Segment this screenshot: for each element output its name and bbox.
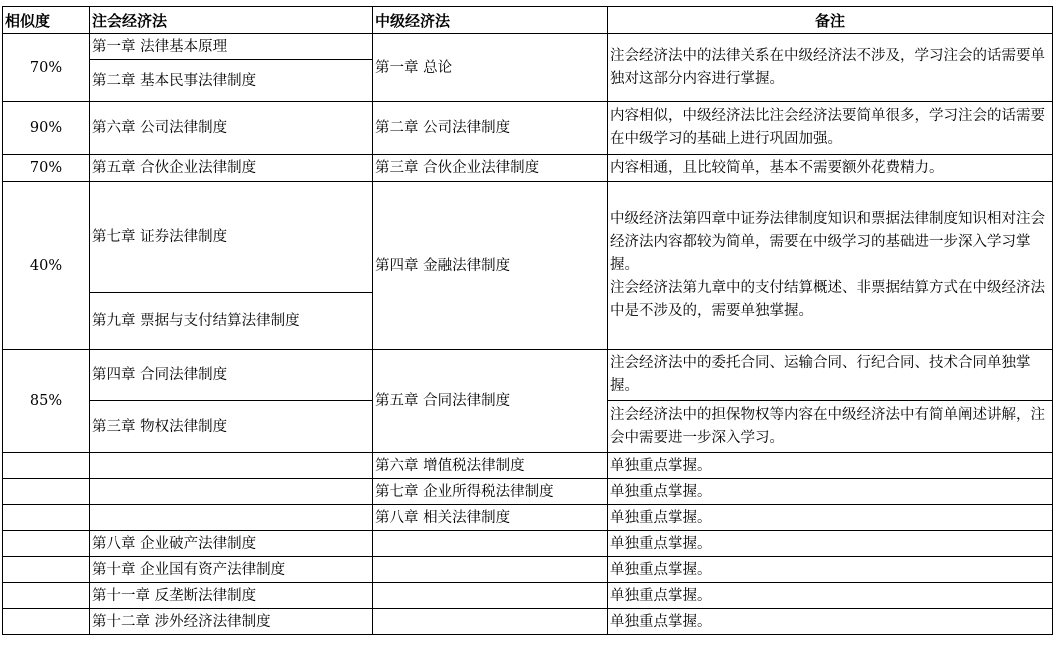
table-row (3, 583, 1053, 609)
similarity-cell: 70% (3, 34, 90, 102)
zhuhui-chapter-cell: 第一章 法律基本原理 (90, 34, 373, 60)
similarity-cell: 40% (3, 182, 90, 350)
remark-cell: 注会经济法中的担保物权等内容在中级经济法中有简单阐述讲解，注会中需要进一步深入学习。 (608, 401, 1053, 453)
zhuhui-chapter-cell: 第十二章 涉外经济法律制度 (90, 609, 373, 635)
zhuhui-chapter-cell: 第三章 物权法律制度 (90, 401, 373, 453)
remark-cell: 单独重点掌握。 (608, 531, 1053, 557)
similarity-cell: 90% (3, 102, 90, 155)
similarity-cell (3, 583, 90, 609)
zhuhui-chapter-cell: 第六章 公司法律制度 (90, 102, 373, 155)
remark-cell: 内容相通，且比较简单，基本不需要额外花费精力。 (608, 155, 1053, 182)
zhongji-chapter-cell: 第一章 总论 (373, 34, 608, 102)
header-zhongji: 中级经济法 (373, 7, 608, 34)
table-row (3, 34, 1053, 60)
remark-cell: 注会经济法中的委托合同、运输合同、行纪合同、技术合同单独掌握。 (608, 350, 1053, 401)
remark-cell: 单独重点掌握。 (608, 453, 1053, 479)
zhongji-chapter-cell: 第七章 企业所得税法律制度 (373, 479, 608, 505)
table-row (3, 182, 1053, 293)
zhuhui-chapter-cell: 第七章 证券法律制度 (90, 182, 373, 293)
header-row (3, 7, 1053, 34)
table-row (3, 350, 1053, 401)
table-row (3, 155, 1053, 182)
table-row (3, 557, 1053, 583)
header-remark: 备注 (608, 7, 1053, 34)
similarity-cell: 70% (3, 155, 90, 182)
similarity-cell (3, 609, 90, 635)
similarity-cell (3, 531, 90, 557)
zhuhui-chapter-cell: 第四章 合同法律制度 (90, 350, 373, 401)
remark-cell: 单独重点掌握。 (608, 479, 1053, 505)
remark-cell: 单独重点掌握。 (608, 505, 1053, 531)
table-row (3, 531, 1053, 557)
zhongji-chapter-cell (373, 557, 608, 583)
comparison-table (2, 6, 1053, 635)
zhongji-chapter-cell: 第四章 金融法律制度 (373, 182, 608, 350)
remark-cell: 注会经济法中的法律关系在中级经济法不涉及，学习注会的话需要单独对这部分内容进行掌握。 (608, 34, 1053, 102)
zhongji-chapter-cell: 第五章 合同法律制度 (373, 350, 608, 453)
remark-cell: 单独重点掌握。 (608, 583, 1053, 609)
header-similarity: 相似度 (3, 7, 90, 34)
table-row (3, 505, 1053, 531)
remark-cell: 单独重点掌握。 (608, 557, 1053, 583)
similarity-cell (3, 479, 90, 505)
remark-cell: 内容相似，中级经济法比注会经济法要简单很多，学习注会的话需要在中级学习的基础上进行巩固加强。 (608, 102, 1053, 155)
remark-cell (608, 182, 1053, 350)
zhuhui-chapter-cell: 第十一章 反垄断法律制度 (90, 583, 373, 609)
similarity-cell (3, 505, 90, 531)
comparison-table-wrapper (2, 6, 1052, 635)
table-row (3, 102, 1053, 155)
zhongji-chapter-cell (373, 531, 608, 557)
similarity-cell (3, 557, 90, 583)
zhongji-chapter-cell: 第二章 公司法律制度 (373, 102, 608, 155)
zhongji-chapter-cell: 第六章 增值税法律制度 (373, 453, 608, 479)
zhuhui-chapter-cell: 第二章 基本民事法律制度 (90, 60, 373, 102)
similarity-cell (3, 453, 90, 479)
table-row (3, 479, 1053, 505)
zhuhui-chapter-cell: 第五章 合伙企业法律制度 (90, 155, 373, 182)
remark-paragraph: 中级经济法第四章中证券法律制度知识和票据法律制度知识相对注会经济法内容都较为简单，需要在中级学习的基础进一步深入学习掌握。 (610, 211, 1045, 273)
zhongji-chapter-cell (373, 609, 608, 635)
zhongji-chapter-cell: 第三章 合伙企业法律制度 (373, 155, 608, 182)
table-row (3, 453, 1053, 479)
zhuhui-chapter-cell (90, 453, 373, 479)
zhuhui-chapter-cell (90, 479, 373, 505)
header-zhuhui: 注会经济法 (90, 7, 373, 34)
remark-cell: 单独重点掌握。 (608, 609, 1053, 635)
zhuhui-chapter-cell: 第九章 票据与支付结算法律制度 (90, 293, 373, 350)
zhongji-chapter-cell: 第八章 相关法律制度 (373, 505, 608, 531)
zhuhui-chapter-cell: 第十章 企业国有资产法律制度 (90, 557, 373, 583)
zhuhui-chapter-cell: 第八章 企业破产法律制度 (90, 531, 373, 557)
remark-paragraph: 注会经济法第九章中的支付结算概述、非票据结算方式在中级经济法中是不涉及的，需要单独掌握。 (610, 280, 1045, 319)
similarity-cell: 85% (3, 350, 90, 453)
table-row (3, 609, 1053, 635)
zhuhui-chapter-cell (90, 505, 373, 531)
zhongji-chapter-cell (373, 583, 608, 609)
